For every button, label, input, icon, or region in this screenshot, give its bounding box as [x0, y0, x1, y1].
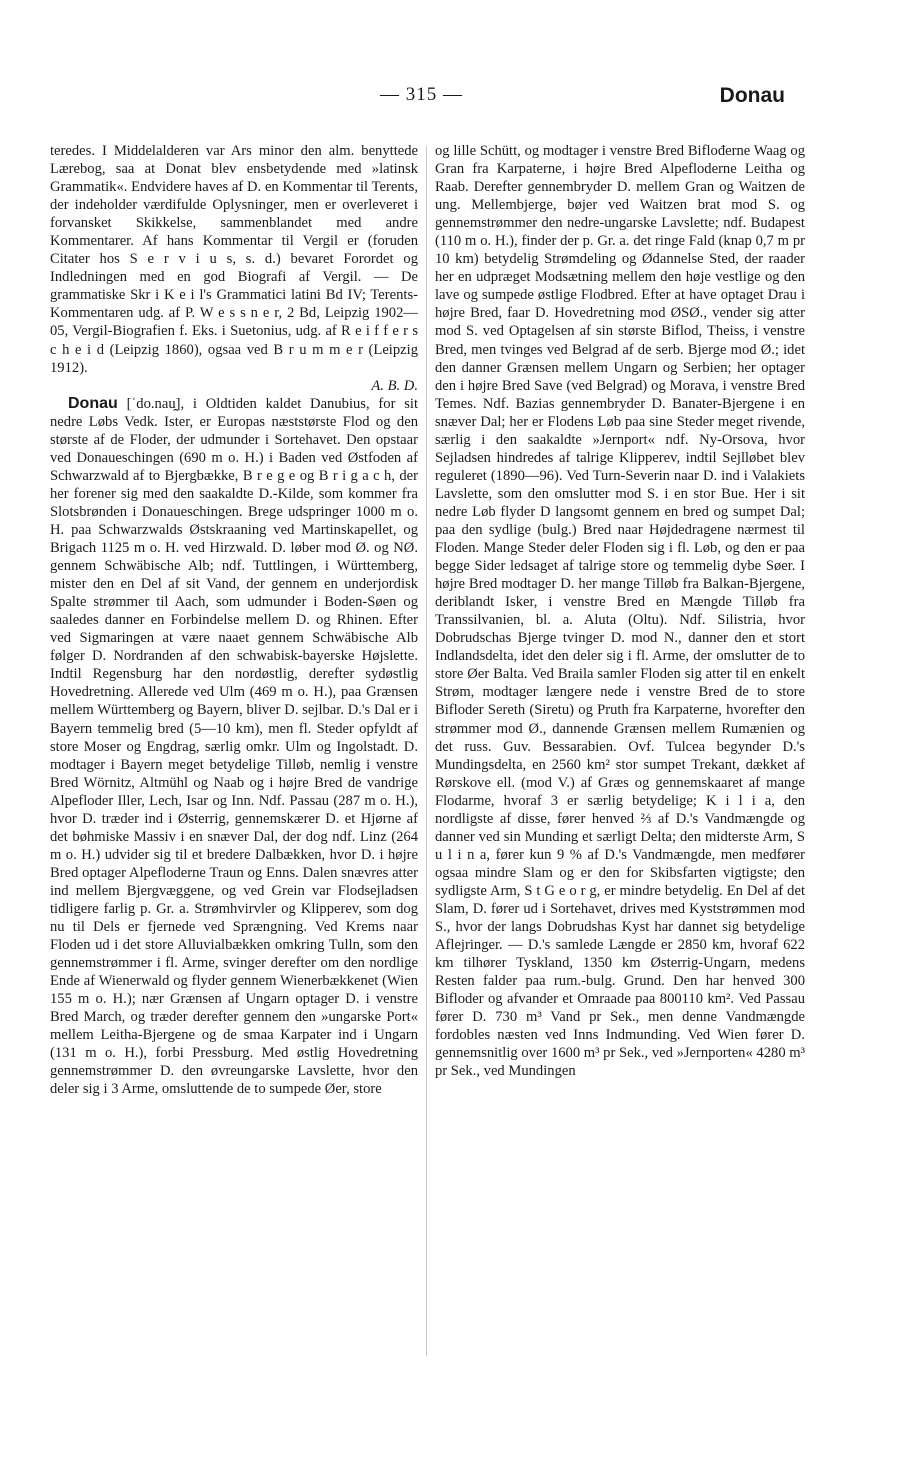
left-column [50, 142, 418, 1098]
continuation-paragraph: teredes. I Middelalderen var Ars minor den alm. benyttede Lærebog, saa at Donat blev ensbetydende med »latinsk Grammatik«. Endvidere haves af D. en Kommentar til Terents, der indeholder værdifulde Oplysninger, men er overleveret i forvansket Skikkelse, sammenblandet med andre Kommentarer. Af hans Kommentar til Vergil er (foruden Citater hos S e r v i u s, s. d.) bevaret Forordet og Indledningen med en god Biografi af Vergil. — De grammatiske Skr i K e i l's Grammatici latini Bd IV; Terents-Kommentaren udg. af P. W e s s n e r, 2 Bd, Leipzig 1902—05, Vergil-Biografien f. Eks. i Suetonius, udg. af R e i f f e r s c h e i d (Leipzig 1860), ogsaa ved B r u m m e r (Leipzig 1912). [50, 143, 418, 376]
entry-body: [ˈdo.nau̯], i Oldtiden kaldet Danubius, for sit nedre Løbs Vedk. Ister, er Europas næststørste Flod og den største af de Floder, der udmunder i Sortehavet. Den opstaar ved Donaueschingen (690 m o. H.) i Baden ved Østfoden af Schwarzwald af to Bjergbække, B r e g e og B r i g a c h, der her forener sig med den saakaldte D.-Kilde, som kommer fra Slotsbrønden i Donaueschingen. Brege udspringer 1000 m o. H. paa Schwarzwalds Østskraaning ved Martinskapellet, og Brigach 1125 m o. H. ved Hirzwald. D. løber mod Ø. og NØ. gennem Schwäbische Alb; ndf. Tuttlingen, i Württemberg, mister den en Del af sit Vand, der gennem en underjordisk Spalte strømmer til Aach, som udmunder i Boden-Søen og saaledes danner en Forbindelse mellem D. og Rhinen. Efter ved Sigmaringen at være naaet gennem Schwäbische Alb følger D. Nordranden af den schwabisk-bayerske Højslette. Indtil Regensburg har den nordøstlig, derefter sydøstlig Hovedretning. Allerede ved Ulm (469 m o. H.), paa Grænsen mellem Württemberg og Bayern, bliver D. sejlbar. D.'s Dal er i Bayern temmelig bred (5—10 km), men fl. Steder opfyldt af store Moser og Engdrag, særlig omkr. Ulm og Ingolstadt. D. modtager i Bayern meget betydelige Tilløb, nemlig i venstre Bred Wörnitz, Altmühl og Naab og i højre Bred de vandrige Alpefloder Iller, Lech, Isar og Inn. Ndf. Passau (287 m o. H.), hvor D. træder ind i Østerrig, gennemskærer D. et Hjørne af det bøhmiske Massiv i en snæver Dal, der dog ndf. Linz (264 m o. H.) udvider sig til et bredere Dalbækken, hvor D. i højre Bred optager Alpefloderne Traun og Enns. Dalen snævres atter ind mellem Bjergvæggene, og ved Grein var Flodsejladsen tidligere farlig p. Gr. a. Strømhvirvler og Klipperev, som dog nu til Dels er fjernede ved Sprængning. Ved Krems naar Floden ud i det store Alluvialbækken omkring Tulln, som den gennemstrømmer i fl. Arme, svinger derefter om den nordlige Ende af Wienerwald og flyder gennem Wienerbækkenet (Wien 155 m o. H.); nær Grænsen af Ungarn optager D. i venstre Bred March, og træder derefter gennem den »ungarske Port« mellem Leitha-Bjergene og de smaa Karpater ind i Ungarn (131 m o. H.), forbi Pressburg. Med østlig Hovedretning gennemstrømmer D. den øvreungarske Lavslette, hvor den deler sig i 3 Arme, omsluttende de to sumpede Øer, store [50, 395, 419, 1098]
page-number: — 315 — [380, 84, 463, 105]
page-header [50, 84, 785, 114]
author-signature: A. B. D. [371, 377, 418, 394]
right-column [435, 142, 805, 1080]
running-head: Donau [719, 84, 785, 107]
right-column-paragraph: og lille Schütt, og modtager i venstre Bred Biflođerne Waag og Gran fra Karpaterne, i højre Bred Alpefloderne Leitha og Raab. Derefter gennembryder D. mellem Gran og Waitzen de ung. Mellembjerge, bøjer ved Waitzen brat mod S. og gennemstrømmer den nedre-ungarske Lavslette; ndf. Budapest (110 m o. H.), finder der p. Gr. a. det ringe Fald (knap 0,7 m pr 10 km) betydelig Strømdeling og Ødannelse Sted, der raader her en udpræget Modsætning mellem den høje vestlige og den lave og sumpede østlige Flodbred. Efter at have optaget Drau i højre Bred, faar D. Hovedretning mod ØSØ., vender sig atter mod S. ved Optagelsen af sin største Biflod, Theiss, i venstre Bred, men tvinges ved Belgrad af de serb. Bjerge mod Ø.; idet den danner Grænsen mellem Ungarn og Serbien; her optager den i højre Bred Save (ved Belgrad) og Morava, i venstre Bred Temes. Ndf. Bazias gennembryder D. Banater-Bjergene i en snæver Dal; her er Flodens Løb paa sine Steder meget rivende, særlig i den saakaldte »Jernport« ndf. Ny-Orsova, hvor Sejladsen hindredes af talrige Klipperev, indtil Sejlløbet blev reguleret (1890—96). Ved Turn-Severin naar D. ind i Valakiets Lavslette, som den omslutter mod S. i en stor Bue. Her i sit nedre Løb flyder D langsomt gennem en bred og sumpet Dal; paa den sydlige (bulg.) Bred naar Højdedragene nærmest til Floden. Mange Steder deler Floden sig i fl. Løb, og den er paa begge Sider ledsaget af talrige store og temmelig dybe Søer. I højre Bred modtager D. her mange Tilløb fra Balkan-Bjergene, deriblandt Isker, i venstre Bred en Mængde Tilløb fra Transsilvanien, bl. a. Aluta (Oltu). Ndf. Silistria, hvor Dobrudschas Bjerge tvinger D. mod N., danner den et stort Indlandsdelta, idet den deler sig i fl. Arme, der omslutter de to store Øer Balta. Ved Braila samler Floden sig atter til en enkelt Strøm, modtager længere nede i venstre Bred de to store Bifloder Sereth (Siretu) og Pruth fra Karpaterne, hvorefter den strømmer mod Ø., dannende Grænsen mellem Rumænien og det russ. Guv. Bessarabien. Ovf. Tulcea begynder D.'s Mundingsdelta, en 2560 km² stor sumpet Trekant, dækket af Rørskove ell. (mod V.) af Græs og gennemskaaret af mange Flodarme, hvoraf 3 er særlig betydelige; K i l i a, den nordligste af disse, fører henved ⅔ af D.'s Vandmængde og danner ved sin Munding et særligt Delta; den midterste Arm, S u l i n a, fører kun 9 % af D.'s Vandmængde, men medfører ogsaa mindre Slam og er den for Skibsfarten vigtigste; den sydligste Arm, S t G e o r g, er mindre betydelig. En Del af det Slam, D. fører ud i Sortehavet, drives med Kyststrømmen mod S., hvor der langs Dobrudshas Kyst har dannet sig betydelige Aflejringer. — D.'s samlede Længde er 2850 km, hvoraf 622 km tilhører Tyskland, 1350 km Østerrig-Ungarn, medens Resten falder paa rum.-bulg. Grund. Den har henved 300 Bifloder og afvander et Omraade paa 800110 km². Ved Passau fører D. 730 m³ Vand pr Sek., men denne Vandmængde fordobles næsten ved Inns Indmunding. Ved Wien fører D. gennemsnitlig over 1600 m³ pr Sek., ved »Jernporten« 4280 m³ pr Sek., ved Mundingen [435, 143, 805, 1080]
column-divider [426, 146, 427, 1356]
entry-donau [50, 395, 418, 1099]
headword: Donau [68, 394, 118, 412]
